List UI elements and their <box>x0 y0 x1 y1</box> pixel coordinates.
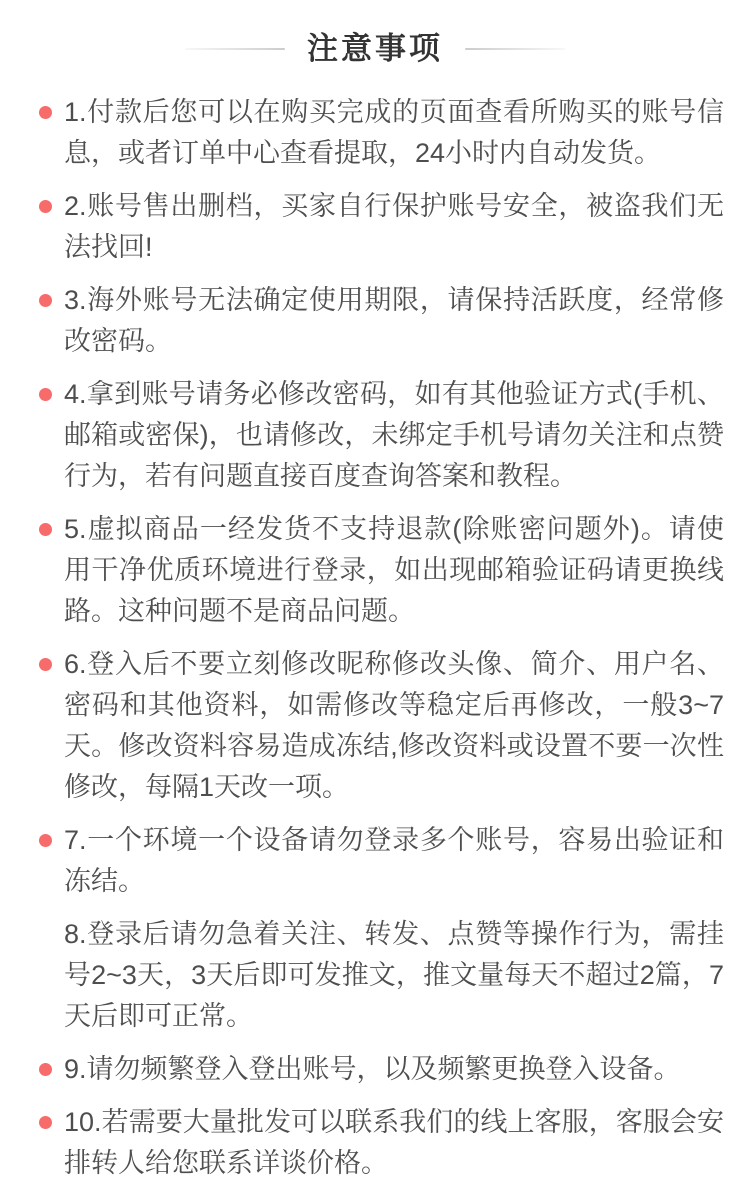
section-header <box>0 0 750 67</box>
notice-item-9 <box>64 1049 724 1090</box>
notice-list <box>0 92 750 1184</box>
notice-item-text: 6.登入后不要立刻修改昵称修改头像、简介、用户名、密码和其他资料，如需修改等稳定后再修改，一般3~7天。修改资料容易造成冻结,修改资料或设置不要一次性修改，每隔1天改一项。 <box>64 649 724 802</box>
notice-item-5 <box>64 509 724 632</box>
notice-item-text: 8.登录后请勿急着关注、转发、点赞等操作行为，需挂号2~3天，3天后即可发推文，推文量每天不超过2篇，7天后即可正常。 <box>64 919 724 1031</box>
page-title: 注意事项 <box>307 31 443 66</box>
notice-item-text: 10.若需要大量批发可以联系我们的线上客服，客服会安排转人给您联系详谈价格。 <box>64 1107 724 1178</box>
notice-item-1 <box>64 92 724 174</box>
bullet-dot <box>39 200 52 213</box>
notice-item-10 <box>64 1102 724 1184</box>
bullet-dot <box>39 1063 52 1076</box>
notice-item-2 <box>64 186 724 268</box>
notice-item-7 <box>64 820 724 902</box>
notice-item-text: 1.付款后您可以在购买完成的页面查看所购买的账号信息，或者订单中心查看提取，24小时内自动发货。 <box>64 97 724 168</box>
notice-item-4 <box>64 374 724 497</box>
notice-item-text: 4.拿到账号请务必修改密码，如有其他验证方式(手机、邮箱或密保)，也请修改，未绑定手机号请勿关注和点赞行为，若有问题直接百度查询答案和教程。 <box>64 379 724 491</box>
notice-item-3 <box>64 280 724 362</box>
notice-item-text: 3.海外账号无法确定使用期限，请保持活跃度，经常修改密码。 <box>64 285 724 356</box>
notice-item-text: 5.虚拟商品一经发货不支持退款(除账密问题外)。请使用干净优质环境进行登录，如出现邮箱验证码请更换线路。这种问题不是商品问题。 <box>64 514 724 626</box>
notice-item-8 <box>64 914 724 1037</box>
bullet-dot <box>39 1116 52 1129</box>
notice-item-text: 9.请勿频繁登入登出账号，以及频繁更换登入设备。 <box>64 1054 681 1084</box>
title-divider-right <box>465 48 565 50</box>
notice-item-text: 2.账号售出删档，买家自行保护账号安全，被盗我们无法找回! <box>64 191 724 262</box>
bullet-dot <box>39 834 52 847</box>
notice-item-6 <box>64 644 724 808</box>
notice-item-text: 7.一个环境一个设备请勿登录多个账号，容易出验证和冻结。 <box>64 825 724 896</box>
bullet-dot <box>39 106 52 119</box>
title-divider-left <box>185 48 285 50</box>
bullet-dot <box>39 658 52 671</box>
bullet-dot <box>39 388 52 401</box>
bullet-dot <box>39 523 52 536</box>
bullet-dot <box>39 294 52 307</box>
